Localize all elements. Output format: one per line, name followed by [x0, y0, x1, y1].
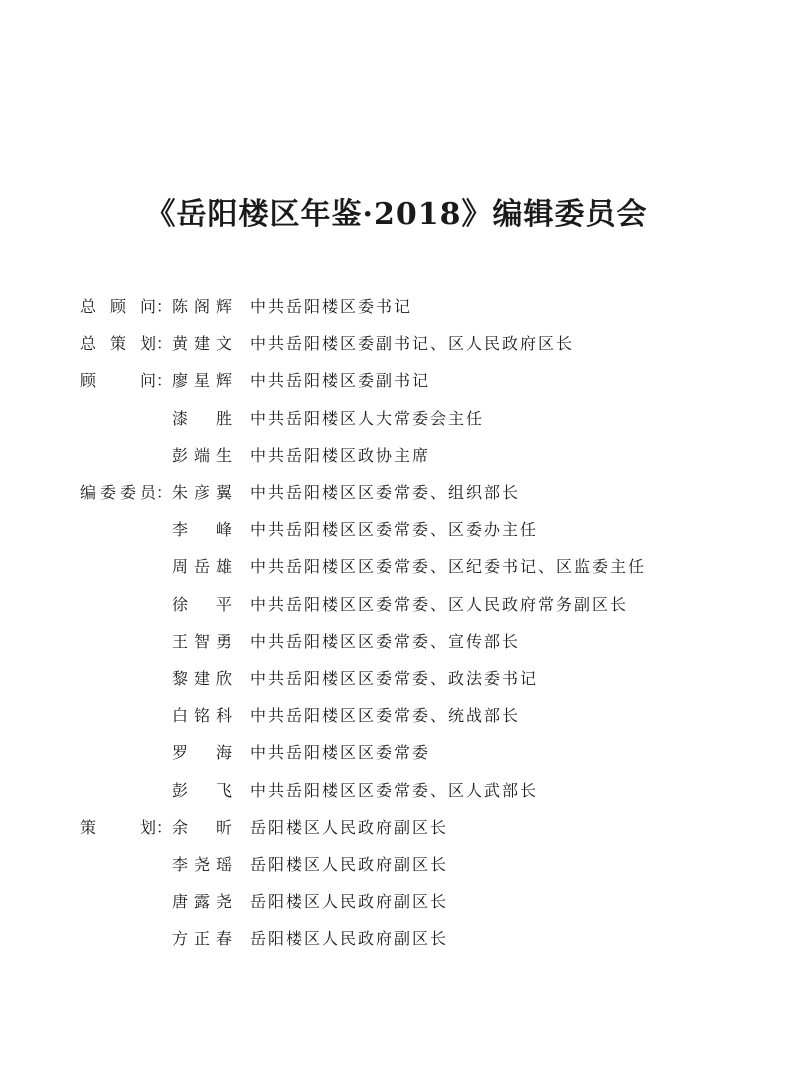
committee-row — [0, 479, 793, 507]
person-name: 唐 露 尧 — [172, 892, 232, 912]
person-title: 中共岳阳楼区区委常委、区人民政府常务副区长 — [250, 594, 629, 614]
person-name: 廖 星 辉 — [172, 371, 232, 391]
person-name: 黎 建 欣 — [172, 669, 232, 688]
role-colon: ： — [156, 483, 173, 502]
role-colon: ： — [156, 334, 173, 354]
role-label: 总 策 划 — [80, 334, 156, 354]
committee-row — [0, 442, 793, 470]
person-name: 王 智 勇 — [172, 631, 232, 651]
committee-row — [0, 516, 793, 544]
role-colon: ： — [156, 297, 173, 316]
committee-row — [0, 405, 793, 433]
person-title: 岳阳楼区人民政府副区长 — [250, 817, 449, 837]
committee-row — [0, 330, 793, 358]
person-name: 朱 彦 翼 — [172, 483, 232, 502]
person-name: 黄 建 文 — [172, 334, 232, 354]
committee-row — [0, 293, 793, 321]
committee-row — [0, 367, 793, 395]
committee-row — [0, 553, 793, 581]
committee-row — [0, 739, 793, 767]
person-title: 中共岳阳楼区区委常委、组织部长 — [250, 483, 521, 502]
committee-row — [0, 591, 793, 619]
page-title: 《岳阳楼区年鉴·2018》编辑委员会 — [145, 197, 648, 232]
committee-row — [0, 628, 793, 656]
person-title: 岳阳楼区人民政府副区长 — [250, 892, 449, 912]
role-label: 策 划 — [80, 817, 156, 837]
committee-row — [0, 702, 793, 730]
person-title: 中共岳阳楼区区委常委 — [250, 743, 431, 763]
person-name: 彭 飞 — [172, 780, 232, 800]
person-name: 徐 平 — [172, 594, 232, 614]
role-label: 顾 问 — [80, 371, 156, 391]
person-title: 岳阳楼区人民政府副区长 — [250, 929, 449, 949]
role-label: 总 顾 问 — [80, 297, 156, 316]
person-name: 李 尧 瑶 — [172, 855, 232, 874]
person-title: 中共岳阳楼区区委常委、宣传部长 — [250, 631, 521, 651]
person-name: 余 昕 — [172, 817, 232, 837]
committee-row — [0, 777, 793, 805]
committee-row — [0, 925, 793, 953]
person-title: 中共岳阳楼区委副书记、区人民政府区长 — [250, 334, 575, 354]
person-title: 中共岳阳楼区区委常委、区委办主任 — [250, 520, 539, 540]
person-name: 方 正 春 — [172, 929, 232, 949]
person-title: 中共岳阳楼区区委常委、政法委书记 — [250, 669, 539, 688]
person-title: 岳阳楼区人民政府副区长 — [250, 855, 449, 874]
committee-row — [0, 888, 793, 916]
role-label: 编 委 委 员 — [80, 483, 156, 502]
person-name: 罗 海 — [172, 743, 232, 763]
person-name: 白 铭 科 — [172, 706, 232, 726]
person-name: 陈 阁 辉 — [172, 297, 232, 316]
person-title: 中共岳阳楼区区委常委、区纪委书记、区监委主任 — [250, 557, 647, 577]
person-title: 中共岳阳楼区人大常委会主任 — [250, 408, 485, 428]
committee-row — [0, 851, 793, 879]
role-colon: ： — [156, 371, 173, 391]
committee-row — [0, 665, 793, 693]
role-colon: ： — [156, 817, 173, 837]
person-name: 周 岳 雄 — [172, 557, 232, 577]
person-name: 漆 胜 — [172, 408, 232, 428]
person-name: 李 峰 — [172, 520, 232, 540]
person-title: 中共岳阳楼区区委常委、区人武部长 — [250, 780, 539, 800]
person-name: 彭 端 生 — [172, 445, 232, 465]
committee-row — [0, 814, 793, 842]
person-title: 中共岳阳楼区政协主席 — [250, 445, 431, 465]
person-title: 中共岳阳楼区委副书记 — [250, 371, 431, 391]
person-title: 中共岳阳楼区区委常委、统战部长 — [250, 706, 521, 726]
person-title: 中共岳阳楼区委书记 — [250, 297, 413, 316]
